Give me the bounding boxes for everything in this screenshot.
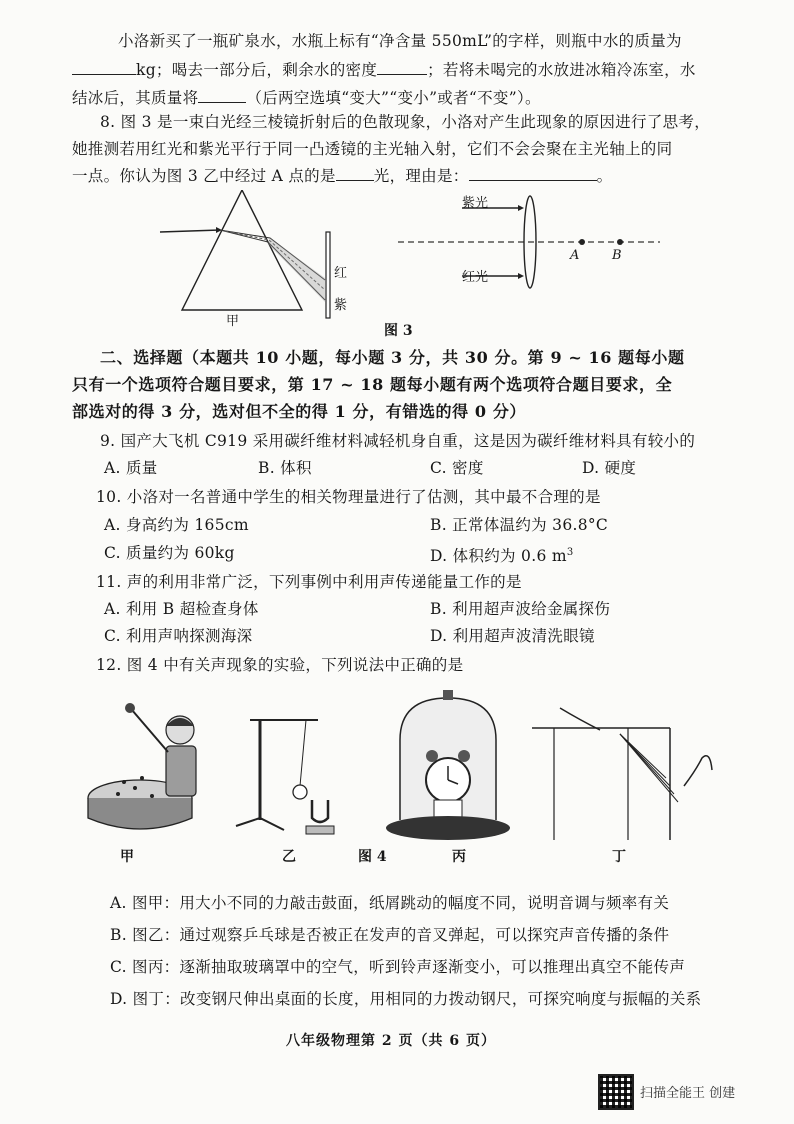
tuning-fork	[312, 800, 328, 822]
q9-option-d[interactable]: D. 硬度	[582, 459, 637, 477]
q7-line1: 小洛新买了一瓶矿泉水，水瓶上标有“净含量 550mL”的字样，则瓶中水的质量为	[118, 32, 682, 50]
q8-line1: 8. 图 3 是一束白光经三棱镜折射后的色散现象，小洛对产生此现象的原因进行了思考，	[100, 113, 711, 131]
q12-option-b[interactable]: B. 图乙：通过观察乒乓球是否被正在发声的音叉弹起，可以探究声音传播的条件	[110, 926, 670, 944]
fig4-ruler-experiment	[532, 708, 712, 840]
q7-blank-mass[interactable]	[72, 58, 136, 75]
q10-option-c[interactable]: C. 质量约为 60kg	[104, 544, 235, 562]
fork-base	[306, 826, 334, 834]
screen	[326, 232, 330, 318]
q10-option-d-text: D. 体积约为 0.6 m	[430, 547, 567, 566]
q9-option-c[interactable]: C. 密度	[430, 459, 484, 477]
q10-option-a[interactable]: A. 身高约为 165cm	[104, 516, 249, 534]
q11-option-d[interactable]: D. 利用超声波清洗眼镜	[430, 627, 595, 645]
fig4-yi-label: 乙	[282, 849, 296, 865]
clock-bell-left	[426, 750, 438, 762]
section2-line1: 二、选择题（本题共 10 小题，每小题 3 分，共 30 分。第 9 ~ 16 题每小题	[100, 348, 685, 367]
q10-option-d[interactable]	[430, 542, 574, 567]
fig4-caption: 图 4	[358, 849, 387, 865]
fig4-drum-experiment	[88, 703, 196, 829]
red-ray-arrow	[518, 273, 524, 279]
q7-line2-text: kg；喝去一部分后，剩余水的密度	[136, 61, 378, 79]
ping-pong-ball	[293, 785, 307, 799]
q10-option-b[interactable]: B. 正常体温约为 36.8°C	[430, 516, 609, 534]
hand-pressing	[560, 708, 600, 730]
spectrum-band	[268, 238, 325, 302]
q9-option-b[interactable]: B. 体积	[258, 459, 312, 477]
fig3-jia-label: 甲	[226, 314, 240, 329]
q8-line2: 她推测若用红光和紫光平行于同一凸透镜的主光轴入射，它们不会会聚在主光轴上的同	[72, 140, 673, 158]
q8-line3-text: 一点。你认为图 3 乙中经过 A 点的是	[72, 167, 336, 185]
incident-ray	[160, 230, 220, 232]
clock-stand	[434, 800, 462, 818]
q7-line2	[72, 58, 696, 81]
q8-line3-end: 。	[596, 167, 613, 185]
thread	[300, 720, 306, 786]
q8-blank-light[interactable]	[336, 164, 374, 181]
q11-option-c[interactable]: C. 利用声呐探测海深	[104, 627, 253, 645]
figure-4	[80, 690, 720, 850]
fig4-bing-label: 丙	[452, 849, 466, 865]
drum-body	[88, 798, 192, 829]
bell-jar-knob	[443, 690, 453, 700]
q9-stem: 9. 国产大飞机 C919 采用碳纤维材料减轻机身自重，这是因为碳纤维材料具有较小的	[100, 432, 696, 450]
drumstick	[132, 710, 168, 752]
q9-option-a[interactable]: A. 质量	[104, 459, 158, 477]
q7-blank-density[interactable]	[377, 58, 427, 75]
fig4-ding-label: 丁	[612, 849, 626, 865]
fig3-caption: 图 3	[384, 323, 413, 339]
q8-line3-reason: 光，理由是：	[373, 167, 469, 185]
fig3-violet-light-label: 紫光	[462, 196, 489, 211]
page-footer: 八年级物理第 2 页（共 6 页）	[286, 1033, 496, 1049]
fig4-jia-label: 甲	[120, 849, 134, 865]
q12-option-a[interactable]: A. 图甲：用大小不同的力敲击鼓面，纸屑跳动的幅度不同，说明音调与频率有关	[110, 894, 670, 912]
vacuum-plate	[386, 816, 510, 840]
q7-blank-ice-mass[interactable]	[198, 86, 246, 103]
section2-line2: 只有一个选项符合题目要求，第 17 ~ 18 题每小题有两个选项符合题目要求，全	[72, 375, 673, 394]
q10-option-d-exponent: 3	[566, 547, 574, 558]
fig3-red-label: 红	[334, 266, 348, 281]
q11-option-a[interactable]: A. 利用 B 超检查身体	[104, 600, 259, 618]
q11-stem: 11. 声的利用非常广泛，下列事例中利用声传递能量工作的是	[96, 573, 522, 591]
fig4-tuning-fork-experiment	[236, 720, 334, 834]
point-a-dot	[579, 239, 585, 245]
q8-blank-reason[interactable]	[469, 164, 597, 181]
fig3-point-a-label: A	[570, 248, 580, 263]
q12-stem: 12. 图 4 中有关声现象的实验，下列说法中正确的是	[96, 656, 464, 674]
q7-line3	[72, 86, 541, 109]
fig3-purple-label: 紫	[334, 298, 348, 313]
violet-ray-arrow	[518, 205, 524, 211]
fig3-lens-diagram	[398, 196, 660, 288]
section2-line3: 部选对的得 3 分，选对但不全的得 1 分，有错选的得 0 分）	[72, 402, 527, 421]
drumstick-head	[125, 703, 135, 713]
fig3-point-b-label: B	[612, 248, 622, 263]
clock-bell-right	[458, 750, 470, 762]
hand-plucking	[684, 756, 712, 786]
q12-option-c[interactable]: C. 图丙：逐渐抽取玻璃罩中的空气，听到铃声逐渐变小，可以推理出真空不能传声	[110, 958, 686, 976]
q7-line2-tail: ；若将未喝完的水放进冰箱冷冻室，水	[427, 61, 696, 79]
q7-line3-text: 结冰后，其质量将	[72, 89, 199, 107]
fig4-bell-jar-experiment	[386, 690, 510, 840]
fig3-red-light-label: 红光	[462, 270, 489, 285]
qr-code-icon	[598, 1074, 634, 1110]
boy-body	[166, 746, 196, 796]
q7-line3-tail: （后两空选填“变大”“变小”或者“不变”）。	[246, 89, 541, 107]
figure-3	[150, 190, 670, 330]
q10-stem: 10. 小洛对一名普通中学生的相关物理量进行了估测，其中最不合理的是	[96, 488, 601, 506]
scanner-watermark: 扫描全能王 创建	[640, 1086, 736, 1101]
q11-option-b[interactable]: B. 利用超声波给金属探伤	[430, 600, 611, 618]
point-b-dot	[617, 239, 623, 245]
fig3-prism-diagram	[160, 190, 330, 318]
q8-line3	[72, 164, 612, 187]
q12-option-d[interactable]: D. 图丁：改变钢尺伸出桌面的长度，用相同的力拨动钢尺，可探究响度与振幅的关系	[110, 990, 702, 1008]
